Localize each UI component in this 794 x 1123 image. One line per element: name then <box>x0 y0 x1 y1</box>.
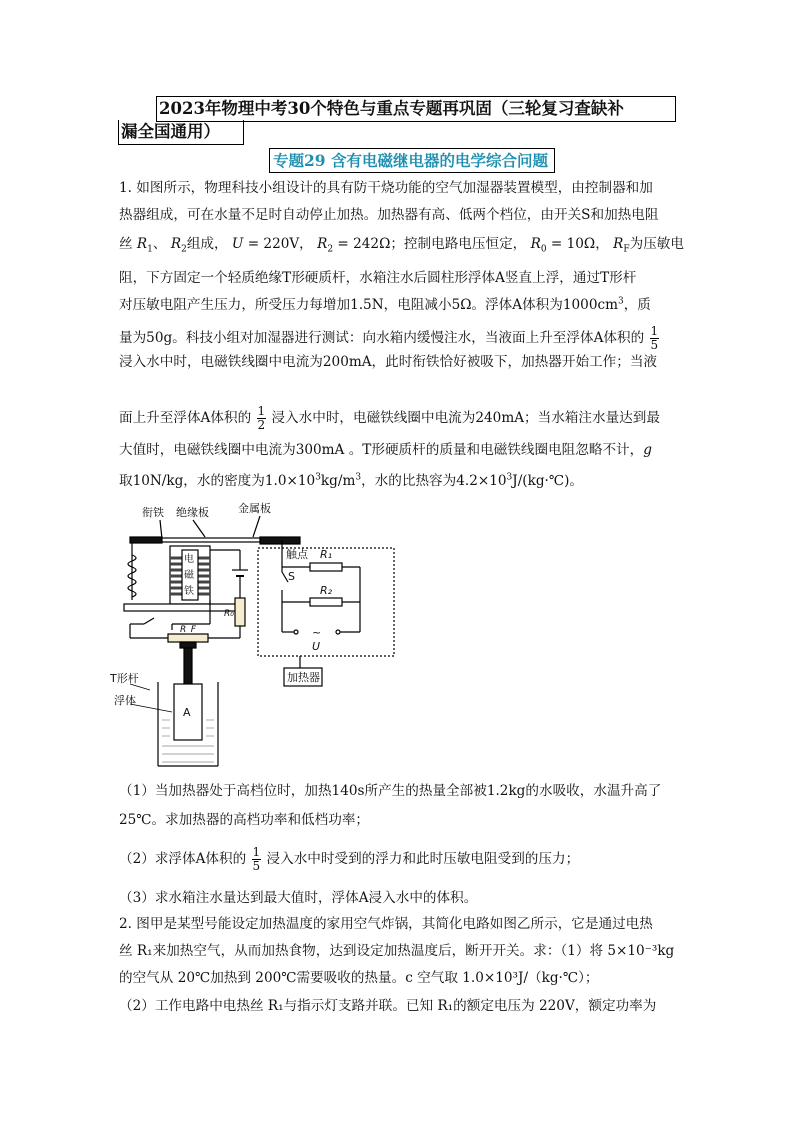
label-armature: 衔铁 <box>142 506 164 519</box>
label-rf: R_F <box>180 625 196 635</box>
q1-line-7: 浸入水中时，电磁铁线圈中电流为200mA，此时衔铁恰好被吸下，加热器开始工作；当液 <box>119 354 658 370</box>
label-coil-1: 电 <box>184 554 194 565</box>
title-block <box>118 96 676 148</box>
q1-sub-1b: 25℃。求加热器的高档功率和低档功率； <box>119 812 370 828</box>
q1-line-10: 取10N/kg，水的密度为$1.0\times 10^3kg/m^3$，水的比热容为$4.2\times 10^3J/(kg\cdot℃)$。 <box>119 472 583 489</box>
fraction-one-fifth-2: $\frac{1}{5}$ <box>252 845 261 873</box>
label-r1: R₁ <box>320 548 333 561</box>
q1-line-2: 热器组成，可在水量不足时自动停止加热。加热器有高、低两个档位，由开关S和加热电阻 <box>119 207 659 223</box>
label-u: U <box>312 640 321 653</box>
label-coil-2: 磁 <box>184 570 194 581</box>
circuit-figure <box>110 500 410 772</box>
q1-line-4: 阻，下方固定一个轻质绝缘T形硬质杆，水箱注水后圆柱形浮体A竖直上浮，通过T形杆 <box>119 270 637 286</box>
topic-title: 专题29 含有电磁继电器的电学综合问题 <box>269 148 555 173</box>
label-tilde: ~ <box>312 626 322 639</box>
fraction-one-half: $\frac{1}{2}$ <box>257 404 266 432</box>
q1-sub-2: （2）求浮体A体积的 $\frac{1}{5}$ 浸入水中时受到的浮力和此时压敏电阻受到的压力； <box>119 845 580 873</box>
q1-line-3: 丝 $R_1$、 $R_2$组成， U = 220V， $R_2 = 242\Omega$；控制电路电压恒定， $R_0 = 10\Omega$， $R_F$为压敏电 <box>119 236 684 255</box>
q1-sub-1a: （1）当加热器处于高档位时，加热140s所产生的热量全部被1.2kg的水吸收，水温升高了 <box>119 783 662 799</box>
q2-line-1: 2. 图甲是某型号能设定加热温度的家用空气炸锅，其简化电路如图乙所示，它是通过电热 <box>119 916 653 932</box>
q1-line-5: 对压敏电阻产生压力，所受压力每增加1.5N，电阻减小5Ω。浮体A体积为$1000cm^3$，质 <box>119 296 651 313</box>
label-r0: R₀ <box>224 609 234 619</box>
label-r2: R₂ <box>320 584 333 597</box>
q1-line-1: 1. 如图所示，物理科技小组设计的具有防干烧功能的空气加湿器装置模型，由控制器和加 <box>119 180 653 196</box>
document-title-line2: 漏全国通用） <box>118 120 244 145</box>
document-title-line1: 2023年物理中考30个特色与重点专题再巩固（三轮复习查缺补 <box>156 96 676 122</box>
q1-sub-3: （3）求水箱注水量达到最大值时，浮体A浸入水中的体积。 <box>119 890 478 906</box>
q2-line-4: （2）工作电路中电热丝 R₁与指示灯支路并联。已知 R₁的额定电压为 220V，额定功率为 <box>119 998 657 1014</box>
label-float-a: A <box>183 706 191 719</box>
q1-line-9: 大值时，电磁铁线圈中电流为300mA 。T形硬质杆的质量和电磁铁线圈电阻忽略不计，g <box>119 442 652 458</box>
q2-line-3: 的空气从 20℃加热到 200℃需要吸收的热量。c 空气取 1.0×10³J/（kg·℃）； <box>119 970 599 986</box>
label-heater: 加热器 <box>287 671 320 684</box>
label-t-rod: T形杆 <box>110 672 139 685</box>
label-contact: 触点 <box>286 548 308 561</box>
q1-line-8: 面上升至浮体A体积的 $\frac{1}{2}$ 浸入水中时，电磁铁线圈中电流为240mA；当水箱注水量达到最 <box>119 404 660 432</box>
label-switch-s: S <box>288 570 295 583</box>
label-insulator: 绝缘板 <box>176 506 209 519</box>
label-coil-3: 铁 <box>184 586 194 597</box>
label-metal-plate: 金属板 <box>238 502 271 515</box>
label-float: 浮体 <box>114 694 136 707</box>
fraction-one-fifth: $\frac{1}{5}$ <box>650 324 659 352</box>
q2-line-2: 丝 R₁来加热空气，从而加热食物，达到设定加热温度后，断开开关。求：（1）将 5×10⁻³kg <box>119 943 675 959</box>
q1-line-6: 量为50g。科技小组对加湿器进行测试：向水箱内缓慢注水，当液面上升至浮体A体积的 $\frac{1}{5}$ <box>119 324 659 352</box>
